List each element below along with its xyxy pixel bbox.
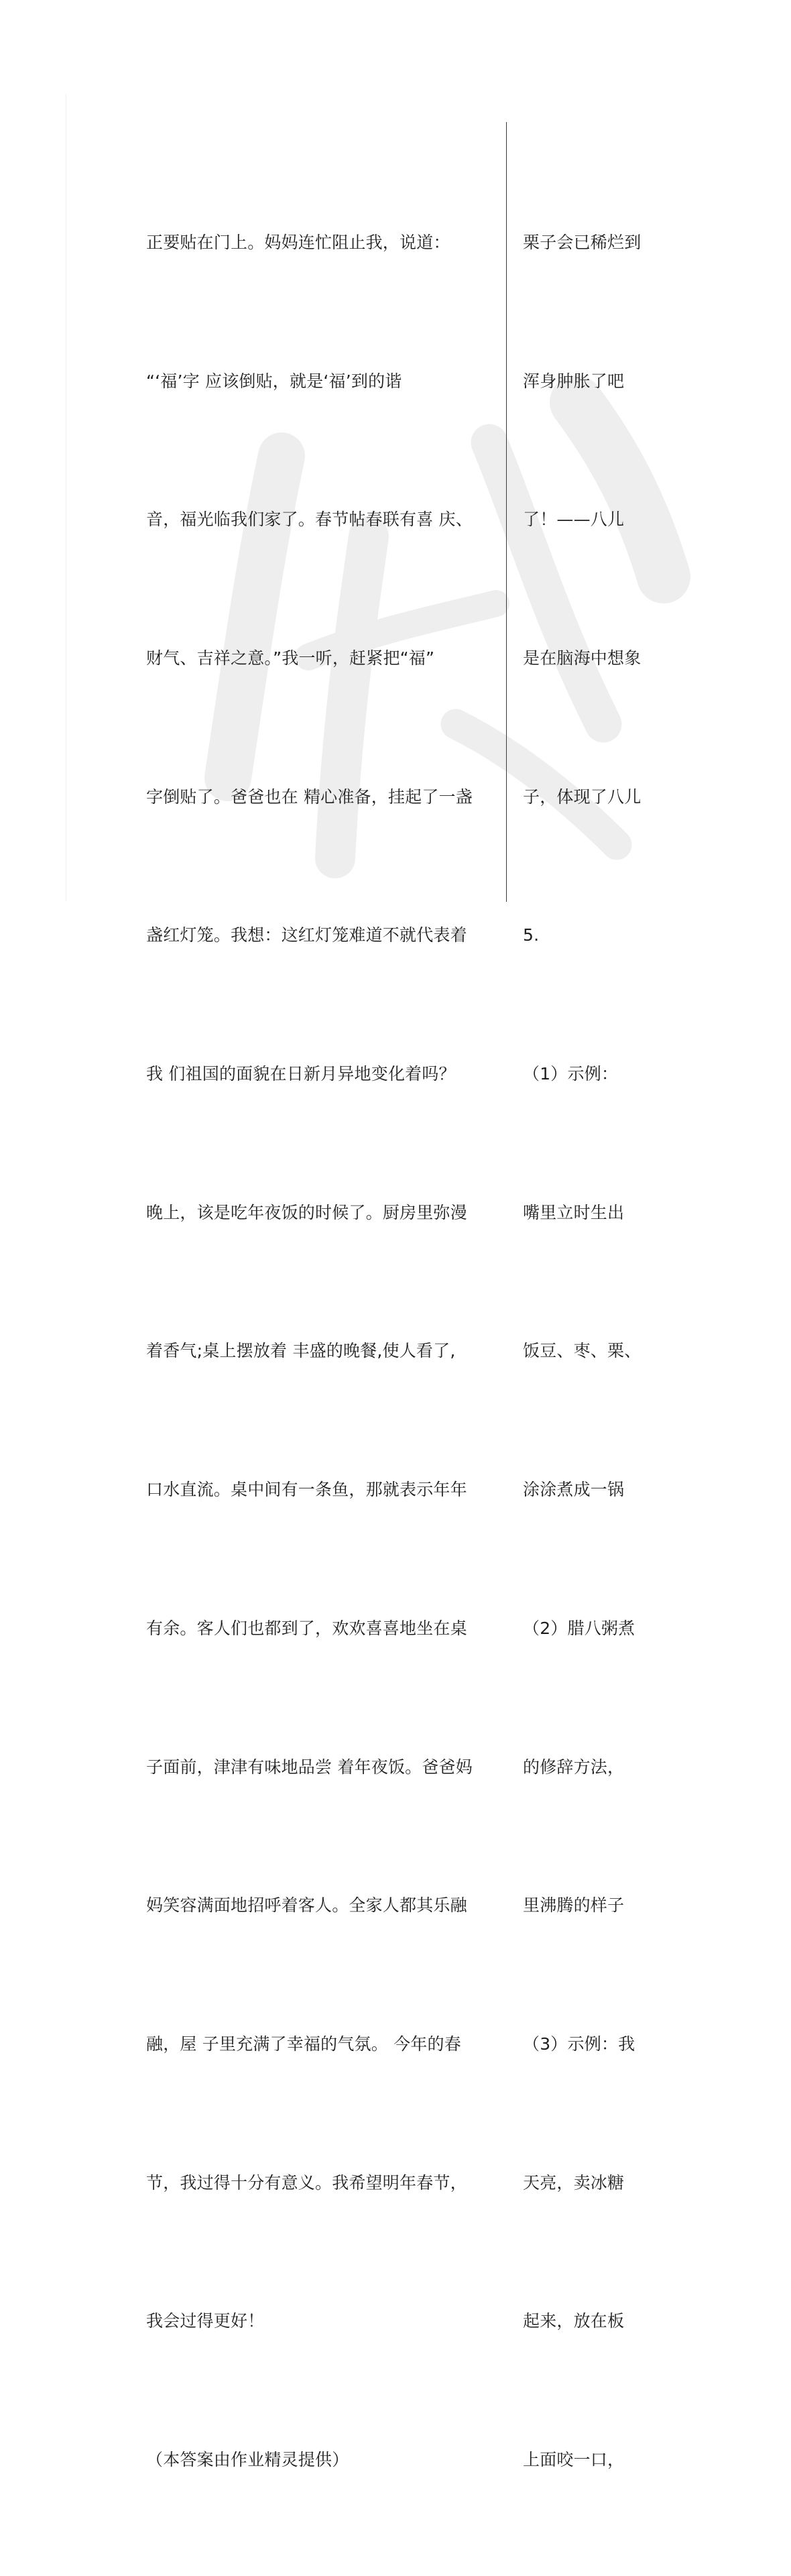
right-line: 里沸腾的样子 — [523, 1895, 625, 1916]
right-line: 饭豆、枣、栗、 — [523, 1341, 642, 1361]
left-line: 晚上，该是吃年夜饭的时候了。厨房里弥漫 — [146, 1202, 467, 1222]
left-line: 盏红灯笼。我想：这红灯笼难道不就代表着 — [146, 925, 467, 945]
left-line: 妈笑容满面地招呼着客人。全家人都其乐融 — [146, 1895, 467, 1916]
left-line: “‘福’字 应该倒贴，就是‘福’到的谐 — [146, 371, 402, 391]
right-line: 的修辞方法， — [523, 1757, 625, 1777]
left-text-column — [146, 127, 501, 2576]
right-line: 天亮，卖冰糖 — [523, 2172, 625, 2192]
right-line: 上面咬一口， — [523, 2450, 625, 2470]
right-line: 子，体现了八儿 — [523, 786, 642, 807]
left-line: 着香气;桌上摆放着 丰盛的晚餐,使人看了, — [146, 1341, 456, 1361]
left-line: 财气、吉祥之意。”我一听，赶紧把“福” — [146, 648, 435, 668]
right-line: 起来，放在板 — [523, 2311, 625, 2331]
right-line: （2）腊八粥煮 — [523, 1618, 635, 1638]
right-line: （3）示例：我 — [523, 2034, 635, 2054]
right-line: 栗子会已稀烂到 — [523, 232, 642, 252]
left-line: 口水直流。桌中间有一条鱼，那就表示年年 — [146, 1480, 467, 1500]
right-line: 涂涂煮成一锅 — [523, 1480, 625, 1500]
left-line: 子面前，津津有味地品尝 着年夜饭。爸爸妈 — [146, 1757, 473, 1777]
right-text-column — [523, 127, 791, 2576]
answer-source-note: （本答案由作业精灵提供） — [146, 2450, 349, 2470]
left-line: 我 们祖国的面貌在日新月异地变化着吗？ — [146, 1064, 456, 1084]
left-line: 有余。客人们也都到了，欢欢喜喜地坐在桌 — [146, 1618, 467, 1638]
right-line: 嘴里立时生出 — [523, 1202, 625, 1222]
right-line: （1）示例： — [523, 1064, 619, 1084]
left-line: 我会过得更好！ — [146, 2311, 265, 2331]
left-line: 音，福光临我们家了。春节帖春联有喜 庆、 — [146, 510, 473, 530]
right-line: 浑身肿胀了吧 — [523, 371, 625, 391]
right-line: 了！——八儿 — [523, 510, 625, 530]
right-line: 是在脑海中想象 — [523, 648, 642, 668]
left-line: 融，屋 子里充满了幸福的气氛。 今年的春 — [146, 2034, 461, 2054]
column-divider — [506, 122, 507, 902]
question-number: 5. — [523, 925, 540, 945]
left-line: 节，我过得十分有意义。我希望明年春节， — [146, 2172, 467, 2192]
left-line: 正要贴在门上。妈妈连忙阻止我，说道： — [146, 232, 450, 252]
left-line: 字倒贴了。爸爸也在 精心准备，挂起了一盏 — [146, 786, 473, 807]
